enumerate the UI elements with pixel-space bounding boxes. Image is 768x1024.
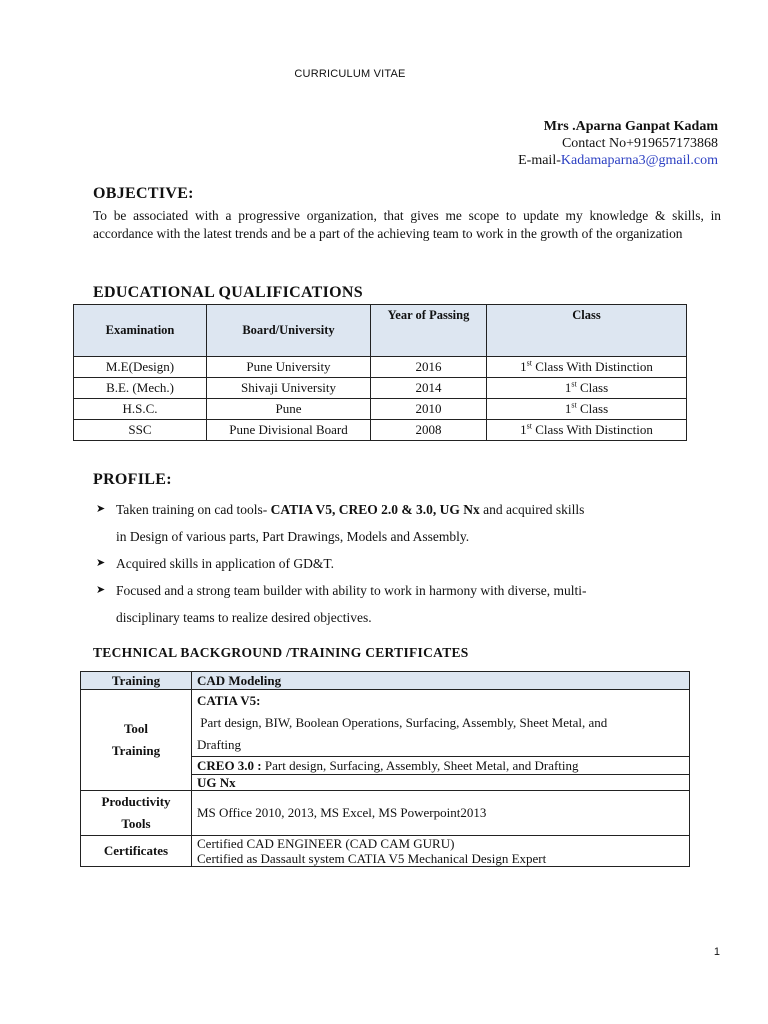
year-cell: 2010 (371, 399, 487, 420)
profile-list (96, 496, 696, 631)
board-cell: Shivaji University (207, 378, 371, 399)
tool-training-label: Tool Training (81, 690, 192, 791)
column-header: Examination (74, 305, 207, 357)
education-heading: EDUCATIONAL QUALIFICATIONS (93, 284, 363, 301)
list-item: ➤ Focused and a strong team builder with ability to work in harmony with diverse, multi- disciplinary teams to realize desired objectives. (96, 577, 696, 631)
list-item: ➤ Taken training on cad tools- CATIA V5, CREO 2.0 & 3.0, UG Nx and acquired skills in Design of various parts, Part Drawings, Models and Assembly. (96, 496, 696, 550)
objective-heading: OBJECTIVE: (93, 185, 194, 202)
table-row (81, 791, 690, 836)
table-header-row (74, 305, 687, 357)
ugnx-cell: UG Nx (192, 775, 690, 791)
board-cell: Pune Divisional Board (207, 420, 371, 441)
table-row (74, 378, 687, 399)
email-link[interactable]: Kadamaparna3@gmail.com (560, 153, 718, 168)
certificates-cell: Certified CAD ENGINEER (CAD CAM GURU) Certified as Dassault system CATIA V5 Mechanical Design Expert (192, 836, 690, 867)
arrowhead-bullet-icon: ➤ (96, 503, 106, 515)
technical-heading: TECHNICAL BACKGROUND /TRAINING CERTIFICATES (93, 645, 469, 660)
exam-cell: B.E. (Mech.) (74, 378, 207, 399)
email-line (518, 152, 718, 169)
table-row (81, 836, 690, 867)
class-cell: 1st Class (487, 378, 687, 399)
objective-text: To be associated with a progressive organization, that gives me scope to update my knowledge & skills, in accordance with the latest trends and be a part of the achieving team to work in the growth of the organization (93, 208, 721, 241)
column-header: Board/University (207, 305, 371, 357)
table-row (74, 420, 687, 441)
exam-cell: SSC (74, 420, 207, 441)
profile-heading: PROFILE: (93, 471, 172, 488)
contact-number: Contact No+919657173868 (561, 136, 718, 151)
class-cell: 1st Class (487, 399, 687, 420)
table-header-row (81, 672, 690, 690)
board-cell: Pune University (207, 357, 371, 378)
page-number: 1 (713, 946, 720, 958)
email-label: E-mail- (518, 153, 561, 168)
cad-modeling-header: CAD Modeling (192, 672, 690, 690)
productivity-tools-label: Productivity Tools (81, 791, 192, 836)
creo-cell: CREO 3.0 : Part design, Surfacing, Assembly, Sheet Metal, and Drafting (192, 757, 690, 775)
document-title: CURRICULUM VITAE (294, 68, 406, 80)
year-cell: 2016 (371, 357, 487, 378)
training-header: Training (81, 672, 192, 690)
year-cell: 2008 (371, 420, 487, 441)
technical-table (80, 671, 690, 867)
class-cell: 1st Class With Distinction (487, 357, 687, 378)
productivity-tools-cell: MS Office 2010, 2013, MS Excel, MS Powerpoint2013 (192, 791, 690, 836)
table-row (81, 690, 690, 757)
column-header: Class (487, 305, 687, 357)
certificates-label: Certificates (81, 836, 192, 867)
exam-cell: M.E(Design) (74, 357, 207, 378)
board-cell: Pune (207, 399, 371, 420)
table-row (74, 357, 687, 378)
arrowhead-bullet-icon: ➤ (96, 557, 106, 569)
year-cell: 2014 (371, 378, 487, 399)
arrowhead-bullet-icon: ➤ (96, 584, 106, 596)
class-cell: 1st Class With Distinction (487, 420, 687, 441)
catia-cell: CATIA V5: Part design, BIW, Boolean Operations, Surfacing, Assembly, Sheet Metal, and Drafting (192, 690, 690, 757)
column-header: Year of Passing (371, 305, 487, 357)
table-row (74, 399, 687, 420)
list-item: ➤ Acquired skills in application of GD&T. (96, 550, 696, 577)
exam-cell: H.S.C. (74, 399, 207, 420)
candidate-name: Mrs .Aparna Ganpat Kadam (543, 119, 718, 134)
education-table (73, 304, 687, 441)
